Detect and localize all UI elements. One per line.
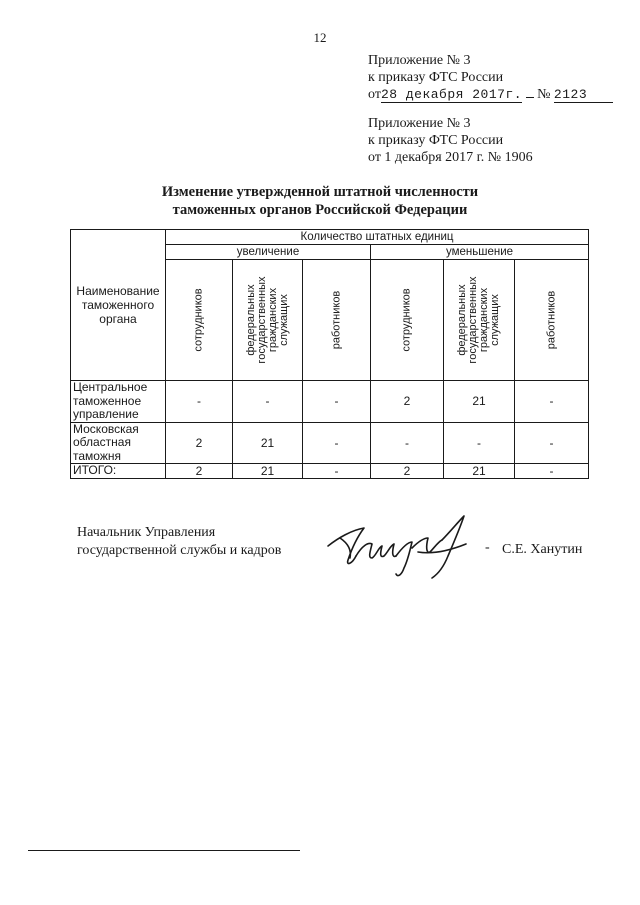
total-cell: - <box>303 464 371 479</box>
total-cell: - <box>515 464 589 479</box>
title-line-1: Изменение утвержденной штатной численности <box>161 184 479 200</box>
order-reference-old: к приказу ФТС России <box>368 133 504 148</box>
order-reference: к приказу ФТС России <box>368 70 504 85</box>
table-cell: - <box>303 381 371 423</box>
column-header-increase-workers: работников <box>303 260 371 381</box>
signatory-title-line-1: Начальник Управления <box>77 525 216 540</box>
row-organ-name: Центральное таможенное управление <box>71 381 166 423</box>
total-label: ИТОГО: <box>71 464 166 479</box>
table-cell: - <box>444 422 515 464</box>
appendix-header-old <box>368 115 533 166</box>
signatory-title <box>77 524 281 560</box>
total-cell: 2 <box>166 464 233 479</box>
column-header-organ-name: Наименование таможенного органа <box>71 230 166 381</box>
footer-divider <box>28 850 300 851</box>
order-date-prefix: от <box>368 87 381 102</box>
appendix-label: Приложение № 3 <box>368 53 471 68</box>
table-cell: - <box>515 422 589 464</box>
handwritten-signature <box>318 508 488 588</box>
column-header-decrease-civil-servants: федеральных государственных гражданских служащих <box>444 260 515 381</box>
staff-change-table <box>70 229 589 479</box>
total-cell: 2 <box>371 464 444 479</box>
table-cell: - <box>515 381 589 423</box>
column-header-increase-civil-servants: федеральных государственных гражданских служащих <box>233 260 303 381</box>
table-cell: 21 <box>233 422 303 464</box>
total-row <box>71 464 589 479</box>
column-header-decrease-workers: работников <box>515 260 589 381</box>
order-date-line <box>368 86 613 103</box>
table-row <box>71 422 589 464</box>
table-cell: - <box>233 381 303 423</box>
order-date-value: 28 декабря 2017г. <box>380 87 523 102</box>
total-cell: 21 <box>444 464 515 479</box>
page-number: 12 <box>313 30 327 45</box>
column-header-decrease-employees: сотрудников <box>371 260 444 381</box>
title-line-2: таможенных органов Российской Федерации <box>172 202 468 218</box>
document-title <box>0 183 640 219</box>
table-cell: - <box>303 422 371 464</box>
appendix-header-new <box>368 52 613 103</box>
table-cell: 2 <box>166 422 233 464</box>
order-number-value: 2123 <box>554 87 613 103</box>
table-cell: 21 <box>444 381 515 423</box>
table-cell: - <box>371 422 444 464</box>
order-number-label: № <box>537 87 551 102</box>
signatory-title-line-2: государственной службы и кадров <box>77 543 282 558</box>
appendix-label-old: Приложение № 3 <box>368 116 471 131</box>
signature-dash: - <box>485 540 490 555</box>
table-cell: 2 <box>371 381 444 423</box>
order-date-old: от 1 декабря 2017 г. № 1906 <box>368 150 533 165</box>
total-cell: 21 <box>233 464 303 479</box>
table-row <box>71 381 589 423</box>
table-cell: - <box>166 381 233 423</box>
column-header-increase: увеличение <box>166 245 371 260</box>
column-header-decrease: уменьшение <box>371 245 589 260</box>
row-organ-name: Московская областная таможня <box>71 422 166 464</box>
signatory-name: С.Е. Ханутин <box>502 542 583 557</box>
column-header-increase-employees: сотрудников <box>166 260 233 381</box>
column-header-units: Количество штатных единиц <box>166 230 589 245</box>
